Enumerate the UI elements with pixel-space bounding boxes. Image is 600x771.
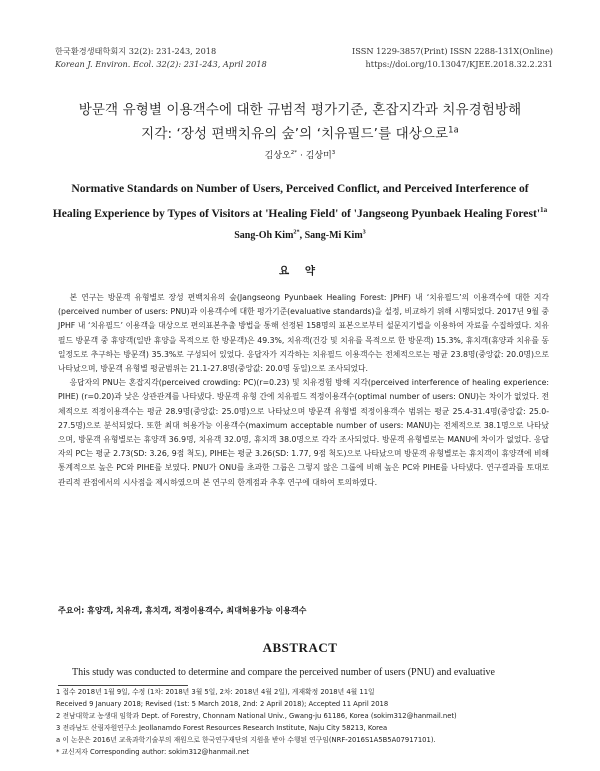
authors-korean xyxy=(0,148,600,161)
title-english-sup: 1a xyxy=(540,206,548,215)
title-korean xyxy=(40,98,560,146)
footnote-affiliation-1: 2 전남대학교 농생대 임학과 Dept. of Forestry, Chonnam National Univ., Gwang-ju 61186, Korea (sokim312@hanmail.net) xyxy=(56,711,457,720)
korean-abstract xyxy=(58,291,549,490)
footnote-funding: a 이 논문은 2016년 교육과학기술부의 재원으로 한국연구재단의 지원을 받아 수행된 연구임(NRF-2016S1A5B5A07917101). xyxy=(56,735,436,744)
english-abstract-text: This study was conducted to determine and compare the perceived number of users (PNU) and evaluative xyxy=(72,667,495,678)
title-english xyxy=(30,176,570,226)
author-ko-2-sup: 3 xyxy=(331,150,336,156)
footnotes xyxy=(56,687,556,758)
title-korean-line1: 방문객 유형별 이용객수에 대한 규범적 평가기준, 혼잡지각과 치유경험방해 xyxy=(78,102,522,118)
author-ko-2: 김상미 xyxy=(305,151,332,161)
doi-link[interactable]: https://doi.org/10.13047/KJEE.2018.32.2.231 xyxy=(365,59,553,69)
english-abstract-heading: ABSTRACT xyxy=(262,640,338,655)
korean-abstract-heading: 요 약 xyxy=(279,265,321,277)
keywords: 주요어: 휴양객, 치유객, 휴치객, 적정이용객수, 최대허용가능 이용객수 xyxy=(58,606,307,615)
author-ko-sep: · xyxy=(297,151,306,161)
author-en-1: Sang-Oh Kim xyxy=(234,230,294,241)
footnote-corresponding-author: * 교신저자 Corresponding author: sokim312@hanmail.net xyxy=(56,747,249,756)
journal-citation-en: Korean J. Environ. Ecol. 32(2): 231-243, April 2018 xyxy=(55,59,267,69)
korean-abstract-paragraph-1: 본 연구는 방문객 유형별로 장성 편백치유의 숲(Jangseong Pyunbaek Healing Forest: JPHF) 내 ‘치유필드’의 이용객수에 대한 지각(perceived number of users: PNU)과 이용객수에 대한 평가기준(evaluative standards)을 설정, 비교하기 위해 시행되었다. 2017년 9월 중 JPHF 내 ‘치유필드’ 이용객을 대상으로 편의표본추출 방법을 통해 선정된 158명의 표본으로부터 설문지기법을 이용하여 자료를 수집하였다. 치유필드 방문객 중 휴양객(일반 휴양을 목적으로 한 방문객)은 49.3%, 치유객(건강 및 치유를 목적으로 한 방문객) 15.3%, 휴치객(휴양과 치유를 동일정도로 추구하는 방문객) 35.3%로 구성되어 있었다. 응답자가 지각하는 치유필드 이용객수는 전체적으로는 평균 23.8명(중앙값: 20.0명)으로 나타났으며, 방문객 유형별 평균범위는 21.1-27.8명(중앙값: 20.0명 동일)으로 조사되었다. xyxy=(58,293,549,374)
footnote-divider xyxy=(58,685,188,686)
authors-english xyxy=(0,230,600,241)
footnote-received: 1 접수 2018년 1월 9일, 수정 (1차: 2018년 3월 5일, 2차: 2018년 4월 2일), 게재확정 2018년 4월 11일 xyxy=(56,688,375,696)
author-en-2: Sang-Mi Kim xyxy=(304,230,363,241)
author-ko-1-sup: 2* xyxy=(290,150,298,156)
footnote-affiliation-2: 3 전라남도 산림자원연구소 Jeollanamdo Forest Resources Research Institute, Naju City 58213, Korea xyxy=(56,723,388,732)
journal-citation xyxy=(55,45,267,71)
issn: ISSN 1229-3857(Print) ISSN 2288-131X(Online) xyxy=(352,46,553,56)
author-en-2-sup: 3 xyxy=(362,228,366,236)
title-english-line2: Healing Experience by Types of Visitors at 'Healing Field' of 'Jangseong Pyunbaek Healing Forest' xyxy=(52,207,541,220)
title-english-line1: Normative Standards on Number of Users, Perceived Conflict, and Perceived Interference of xyxy=(71,182,529,195)
title-korean-line2: 지각: ‘장성 편백치유의 숲’의 ‘치유필드’를 대상으로 xyxy=(141,126,449,142)
journal-citation-ko: 한국환경생태학회지 32(2): 231-243, 2018 xyxy=(55,46,217,56)
author-en-1-sup: 2* xyxy=(293,228,300,236)
korean-abstract-paragraph-2: 응답자의 PNU는 혼잡지각(perceived crowding: PC)(r=0.23) 및 치유경험 방해 지각(perceived interference of healing experience: PIHE) (r=0.20)과 낮은 상관관계를 나타냈다. 방문객 유형 간에 치유필드 적정이용객수(optimal number of users: ONU)는 차이가 없었다. 전체적으로 적정이용객수는 평균 28.9명(중앙값: 25.0명)으로 나타났으며 방문객 유형별 적정이용객수 범위는 평균 25.4-31.4명(중앙값: 25.0-27.5명)으로 분석되었다. 또한 최대 허용가능 이용객수(maximum acceptable number of users: MANU)는 전체적으로 38.1명으로 나타났으며, 방문객 유형별로는 휴양객 36.9명, 치유객 32.0명, 휴치객 38.0명으로 각각 조사되었다. 방문객 유형별로는 MANU에 차이가 없었다. 응답자의 PC는 평균 2.73(SD: 3.26, 9점 척도), PIHE는 평균 3.26(SD: 1.77, 9점 척도)으로 나타났으며 방문객 유형별로는 휴치객이 휴양객에 비해 통계적으로 높은 PC와 PIHE를 보였다. PNU가 ONU를 초과한 그룹은 그렇지 않은 그룹에 비해 높은 PC와 PIHE를 나타냈다. 연구결과를 토대로 관리적 관점에서의 시사점을 제시하였으며 본 연구의 한계점과 추후 연구에 대하여 토의하였다. xyxy=(58,378,549,487)
author-ko-1: 김상오 xyxy=(264,151,291,161)
footnote-received-en: Received 9 January 2018; Revised (1st: 5 March 2018, 2nd: 2 April 2018); Accepted 11 April 2018 xyxy=(56,699,389,708)
journal-identifiers xyxy=(352,45,553,71)
title-korean-sup: 1a xyxy=(448,124,459,135)
author-en-sep: , xyxy=(299,230,305,241)
